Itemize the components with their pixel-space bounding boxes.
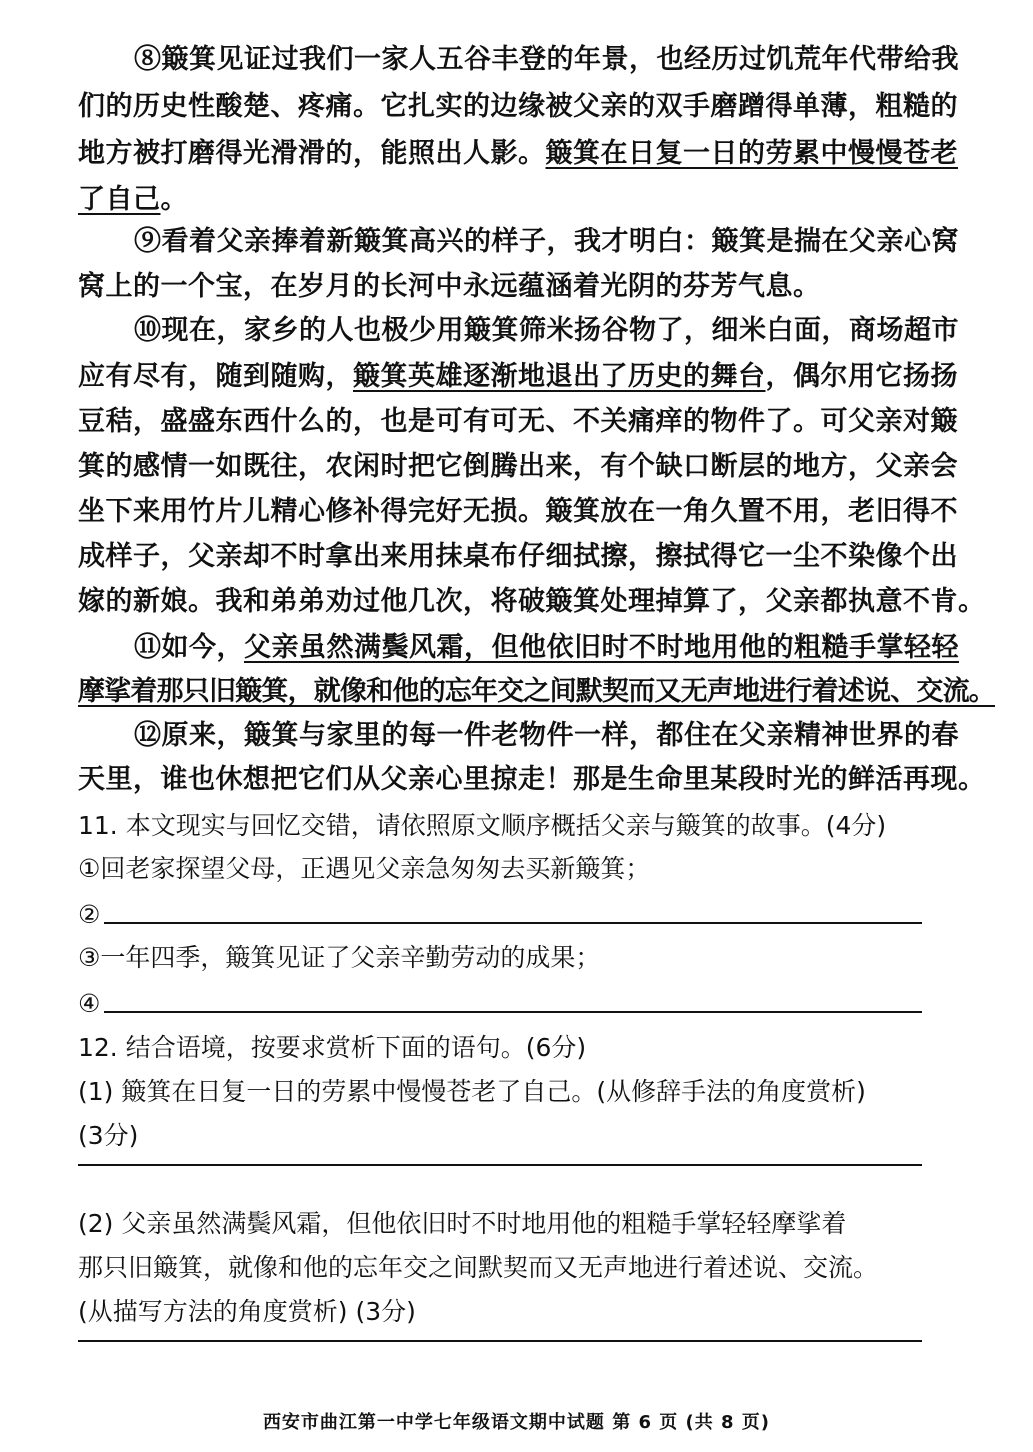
p10-line-7: 嫁的新娘。我和弟弟劝过他几次，将破簸箕处理掉算了，父亲都执意不肯。: [78, 586, 986, 617]
p10-line-1: ⑩现在，家乡的人也极少用簸箕筛米扬谷物了，细米白面，商场超市: [134, 315, 959, 346]
q12-sub2-answer-line[interactable]: [78, 1340, 922, 1342]
q11-answer-line-2[interactable]: [104, 922, 922, 924]
q11-answer-line-4[interactable]: [104, 1011, 922, 1013]
p12-line-2: 天里，谁也休想把它们从父亲心里掠走！那是生命里某段时光的鲜活再现。: [78, 764, 986, 795]
p10-line-2c: ，偶尔用它扬扬: [765, 361, 958, 392]
p11-line-1a: ⑪如今，: [134, 632, 244, 663]
p8-line-2: 们的历史性酸楚、疼痛。它扎实的边缘被父亲的双手磨蹭得单薄，粗糙的: [78, 91, 958, 122]
p9-line-1: ⑨看着父亲捧着新簸箕高兴的样子，我才明白：簸箕是揣在父亲心窝: [134, 226, 959, 257]
p10-line-2: [78, 361, 958, 393]
p8-line-3-text: 地方被打磨得光滑滑的，能照出人影。: [78, 138, 546, 169]
p11-underlined-sentence-a: 父亲虽然满鬓风霜，但他依旧时不时地用他的粗糙手掌轻轻: [244, 632, 959, 663]
q12-sub1-answer-line[interactable]: [78, 1164, 922, 1166]
p10-underlined-sentence: 簸箕英雄逐渐地退出了历史的舞台: [353, 361, 766, 392]
p9-line-2: 窝上的一个宝，在岁月的长河中永远蕴涵着光阴的芬芳气息。: [78, 271, 821, 302]
q12-sub2-line-1: (2) 父亲虽然满鬓风霜，但他依旧时不时地用他的粗糙手掌轻轻摩挲着: [78, 1209, 847, 1238]
p10-line-2a: 应有尽有，随到随购，: [78, 361, 353, 392]
p11-underlined-sentence-b: 摩挲着那只旧簸箕，就像和他的忘年交之间默契而又无声地进行着述说、交流。: [78, 676, 995, 707]
p10-line-3: 豆秸，盛盛东西什么的，也是可有可无、不关痛痒的物件了。可父亲对簸: [78, 406, 958, 437]
p8-line-4: [78, 184, 923, 216]
p10-line-4: 箕的感情一如既往，农闲时把它倒腾出来，有个缺口断层的地方，父亲会: [78, 451, 958, 482]
p8-line-3: [78, 138, 958, 170]
p8-line-4-end: 。: [160, 184, 188, 215]
p10-line-5: 坐下来用竹片儿精心修补得完好无损。簸箕放在一角久置不用，老旧得不: [78, 496, 958, 527]
p11-line-1: [134, 632, 959, 664]
q12-stem: 12. 结合语境，按要求赏析下面的语句。(6分): [78, 1033, 587, 1062]
q11-item-2-label: ②: [78, 900, 101, 929]
q11-item-1: ①回老家探望父母，正遇见父亲急匆匆去买新簸箕；: [78, 854, 651, 883]
q11-item-4-label: ④: [78, 989, 101, 1018]
q12-sub2-line-3: (从描写方法的角度赏析) (3分): [78, 1297, 416, 1326]
q12-sub2-line-2: 那只旧簸箕，就像和他的忘年交之间默契而又无声地进行着述说、交流。: [78, 1253, 879, 1282]
page-footer: 西安市曲江第一中学七年级语文期中试题 第 6 页 (共 8 页): [262, 1412, 771, 1433]
p12-line-1: ⑫原来，簸箕与家里的每一件老物件一样，都住在父亲精神世界的春: [134, 720, 959, 751]
q11-stem: 11. 本文现实与回忆交错，请依照原文顺序概括父亲与簸箕的故事。(4分): [78, 811, 887, 840]
p8-underlined-sentence-a: 簸箕在日复一日的劳累中慢慢苍老: [545, 138, 958, 169]
p10-line-6: 成样子，父亲却不时拿出来用抹桌布仔细拭擦，擦拭得它一尘不染像个出: [78, 541, 958, 572]
q11-item-3: ③一年四季，簸箕见证了父亲辛勤劳动的成果；: [78, 943, 601, 972]
q12-sub1-line-1: (1) 簸箕在日复一日的劳累中慢慢苍老了自己。(从修辞手法的角度赏析): [78, 1077, 866, 1106]
p8-underlined-sentence-b: 了自己: [78, 184, 161, 215]
p8-line-1: ⑧簸箕见证过我们一家人五谷丰登的年景，也经历过饥荒年代带给我: [134, 44, 959, 75]
p11-line-2: [78, 676, 995, 708]
q12-sub1-line-2: (3分): [78, 1121, 139, 1150]
